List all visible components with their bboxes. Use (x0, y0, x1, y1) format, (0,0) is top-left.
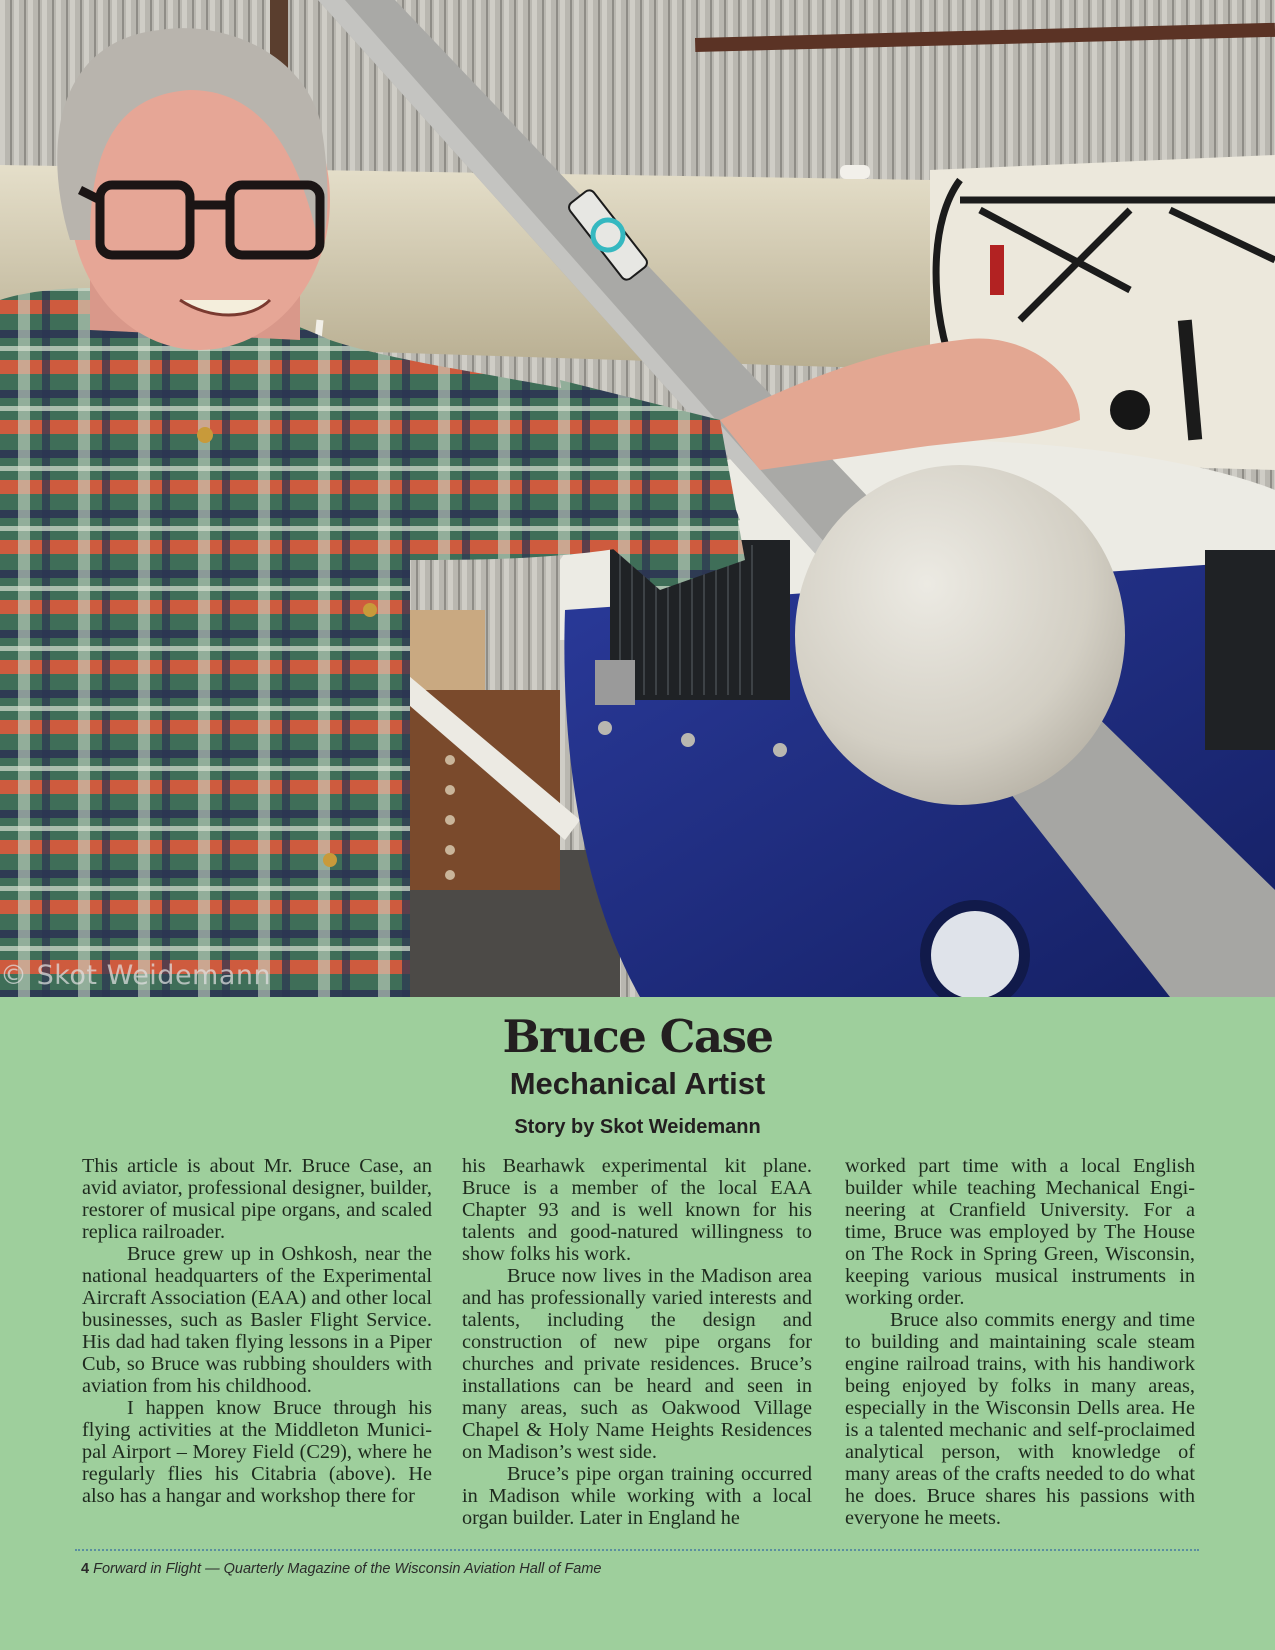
footer-divider (75, 1549, 1199, 1551)
paragraph: Bruce also commits energy and time to building and maintaining scale steam engine railroad trains, with his handiwork being enjoyed by folks in many areas, especially in the Wisconsin Dells area. He is a talented mechanic and self-proclaimed analytical person, with knowledge of many areas of the crafts needed to do what he does. Bruce shares his passions with everyone he meets. (845, 1309, 1195, 1529)
paragraph: Bruce grew up in Oshkosh, near the national headquarters of the Experimental Aircraft Association (EAA) and other local businesses, such as Basler Flight Service. His dad had taken flying lessons in a Piper Cub, so Bruce was rubbing shoulders with aviation from his childhood. (82, 1243, 432, 1397)
page-footer (81, 1561, 602, 1577)
photo-watermark: © Skot Weidemann (0, 960, 272, 991)
paragraph: worked part time with a local English builder while teaching Mechanical Engineering at Cranfield University. For a time, Bruce was employed by The House on The Rock in Spring Green, Wisconsin, keeping various musical instruments in working order. (845, 1155, 1195, 1309)
page-number: 4 (81, 1561, 90, 1577)
article-subtitle: Mechanical Artist (509, 1066, 766, 1101)
article-column-3 (845, 1155, 1195, 1529)
paragraph: I happen know Bruce through his flying activities at the Middleton Municipal Airport – Morey Field (C29), where he regularly flies his Citabria (above). He also has a hangar and workshop there for (82, 1397, 432, 1507)
paragraph: his Bearhawk experimental kit plane. Bruce is a member of the local EAA Chapter 93 and is well known for his talents and good-natured willingness to show folks his work. (462, 1155, 812, 1265)
publication-name: Forward in Flight — Quarterly Magazine of the Wisconsin Aviation Hall of Fame (93, 1561, 602, 1577)
article-byline: Story by Skot Weidemann (514, 1116, 761, 1138)
paragraph: This article is about Mr. Bruce Case, an avid aviator, professional designer, builder, restorer of musical pipe organs, and scaled replica railroader. (82, 1155, 432, 1243)
article-column-1 (82, 1155, 432, 1507)
article-column-2 (462, 1155, 812, 1529)
paragraph: Bruce now lives in the Madison area and has professionally varied interests and talents, including the design and construction of new pipe organs for churches and private residences. Bruce’s installations can be heard and seen in many areas, such as Oakwood Village Chapel & Holy Name Heights Residences on Madison’s west side. (462, 1265, 812, 1463)
paragraph: Bruce’s pipe organ training occurred in Madison while working with a local organ builder. Later in England he (462, 1463, 812, 1529)
article-title: Bruce Case (502, 1010, 773, 1063)
